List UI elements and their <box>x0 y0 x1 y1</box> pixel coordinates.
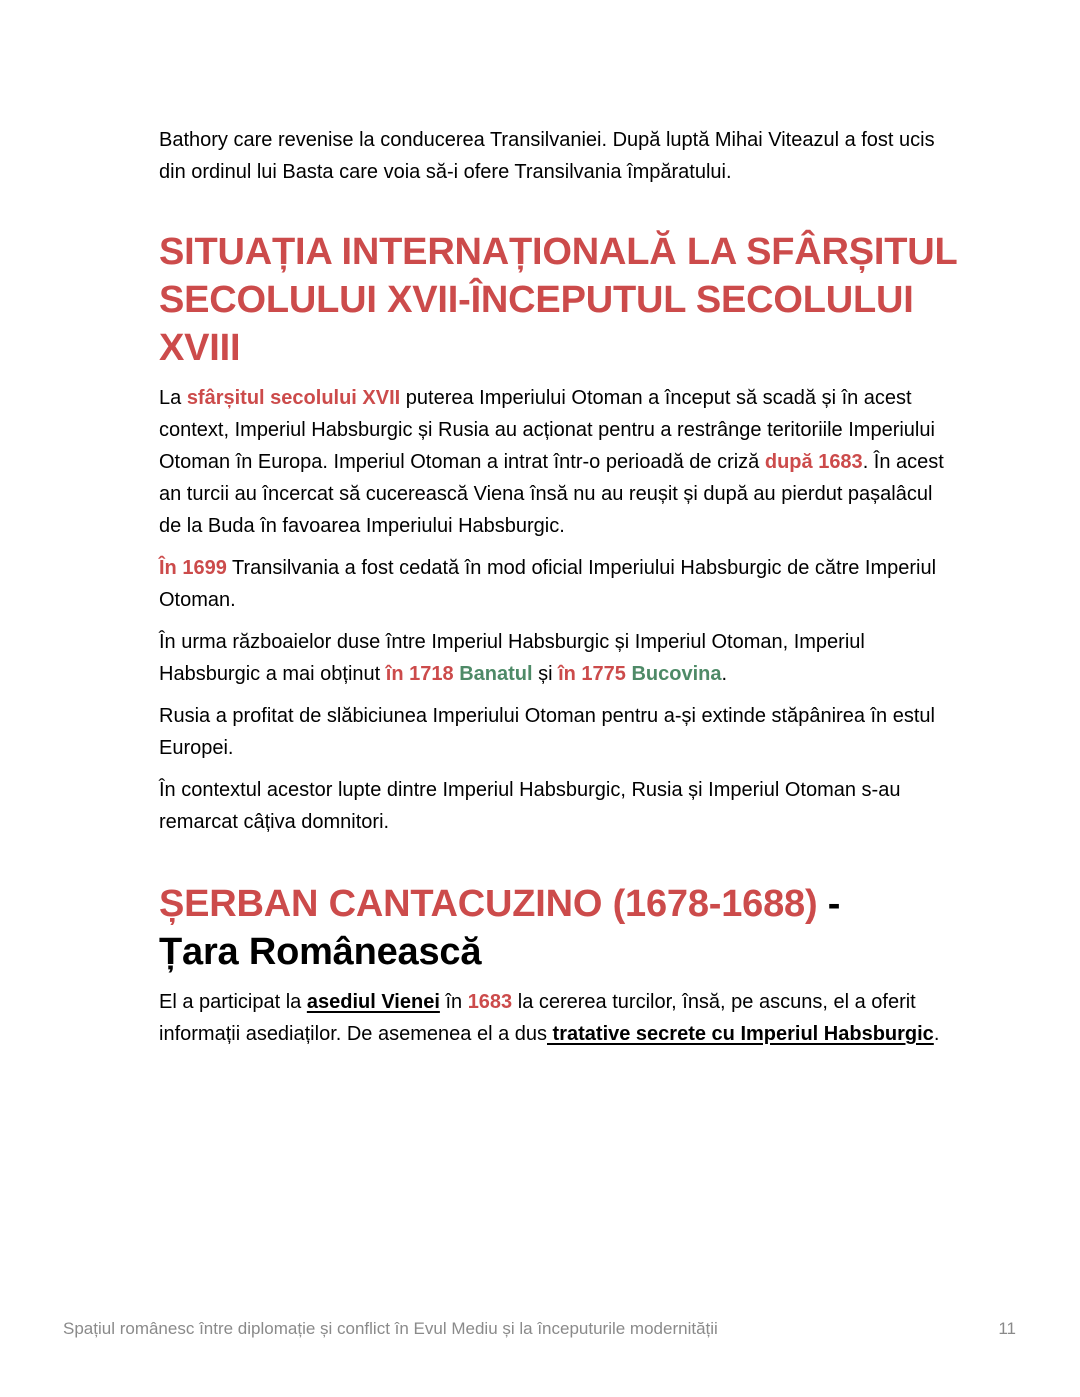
page-footer <box>63 1319 1016 1339</box>
highlight-date: 1683 <box>467 991 513 1013</box>
highlight-date: sfârșitul secolului XVII <box>186 387 401 409</box>
emphasis-secret-negotiations: tratative secrete cu Imperiul Habsburgic <box>547 1023 934 1045</box>
text: În urma războaielor duse între Imperiul Habsburgic și Imperiul Otoman, Imperiul Habsburgic a mai obținut <box>159 631 865 685</box>
emphasis-siege-vienna: asediul Vienei <box>306 991 440 1013</box>
text: Transilvania a fost cedată în mod oficial Imperiului Habsburgic de către Imperiul Otoman. <box>159 557 937 611</box>
heading-ruler-name: ȘERBAN CANTACUZINO (1678-1688) <box>159 883 818 925</box>
heading-country: Țara Românească <box>159 931 482 973</box>
heading-dash: - <box>817 883 841 925</box>
paragraph-russia: Rusia a profitat de slăbiciunea Imperiului Otoman pentru a-și extinde stăpânirea în estul Europei. <box>159 705 935 759</box>
highlight-date: în 1718 <box>385 663 454 685</box>
document-page <box>159 124 959 1050</box>
highlight-territory: Bucovina <box>631 663 722 685</box>
paragraph-rulers: În contextul acestor lupte dintre Imperiul Habsburgic, Rusia și Imperiul Otoman s-au remarcat câțiva domnitori. <box>159 779 901 833</box>
paragraph-1699 <box>159 552 959 616</box>
text: . În acest an turcii au încercat să cucerească Viena însă nu au reușit și după au pierdut pașalâcul de la Buda în favoarea Imperiului Habsburgic. <box>159 451 944 537</box>
text: și <box>532 663 559 685</box>
section-heading-international-situation: SITUAȚIA INTERNAȚIONALĂ LA SFÂRȘITUL SECOLULUI XVII-ÎNCEPUTUL SECOLULUI XVIII <box>159 231 957 369</box>
text: . <box>933 1023 940 1045</box>
text: la cererea turcilor, însă, pe ascuns, el a oferit informații asediaților. De asemenea el a dus <box>159 991 916 1045</box>
paragraph-ottoman-decline <box>159 382 959 542</box>
paragraph-serban <box>159 986 959 1050</box>
text: El a participat la <box>159 991 307 1013</box>
paragraph-territories <box>159 626 959 690</box>
text: . <box>721 663 728 685</box>
text: în <box>439 991 468 1013</box>
intro-paragraph: Bathory care revenise la conducerea Transilvaniei. După luptă Mihai Viteazul a fost ucis din ordinul lui Basta care voia să-i ofere Transilvania împăratului. <box>159 129 935 183</box>
highlight-territory: Banatul <box>459 663 533 685</box>
highlight-date: În 1699 <box>159 557 227 579</box>
text: La <box>159 387 187 409</box>
section-heading-serban-cantacuzino <box>159 880 959 976</box>
text: puterea Imperiului Otoman a început să scadă și în acest context, Imperiul Habsburgic și Rusia au acționat pentru a restrânge teritoriile Imperiului Otoman în Europa. Imperiul Otoman a intrat într-o perioadă de criză <box>159 387 935 473</box>
highlight-date: în 1775 <box>558 663 626 685</box>
highlight-date: după 1683 <box>764 451 863 473</box>
page-number: 11 <box>998 1319 1016 1338</box>
footer-title: Spațiul românesc între diplomație și conflict în Evul Mediu și la începuturile modernității <box>63 1319 718 1338</box>
